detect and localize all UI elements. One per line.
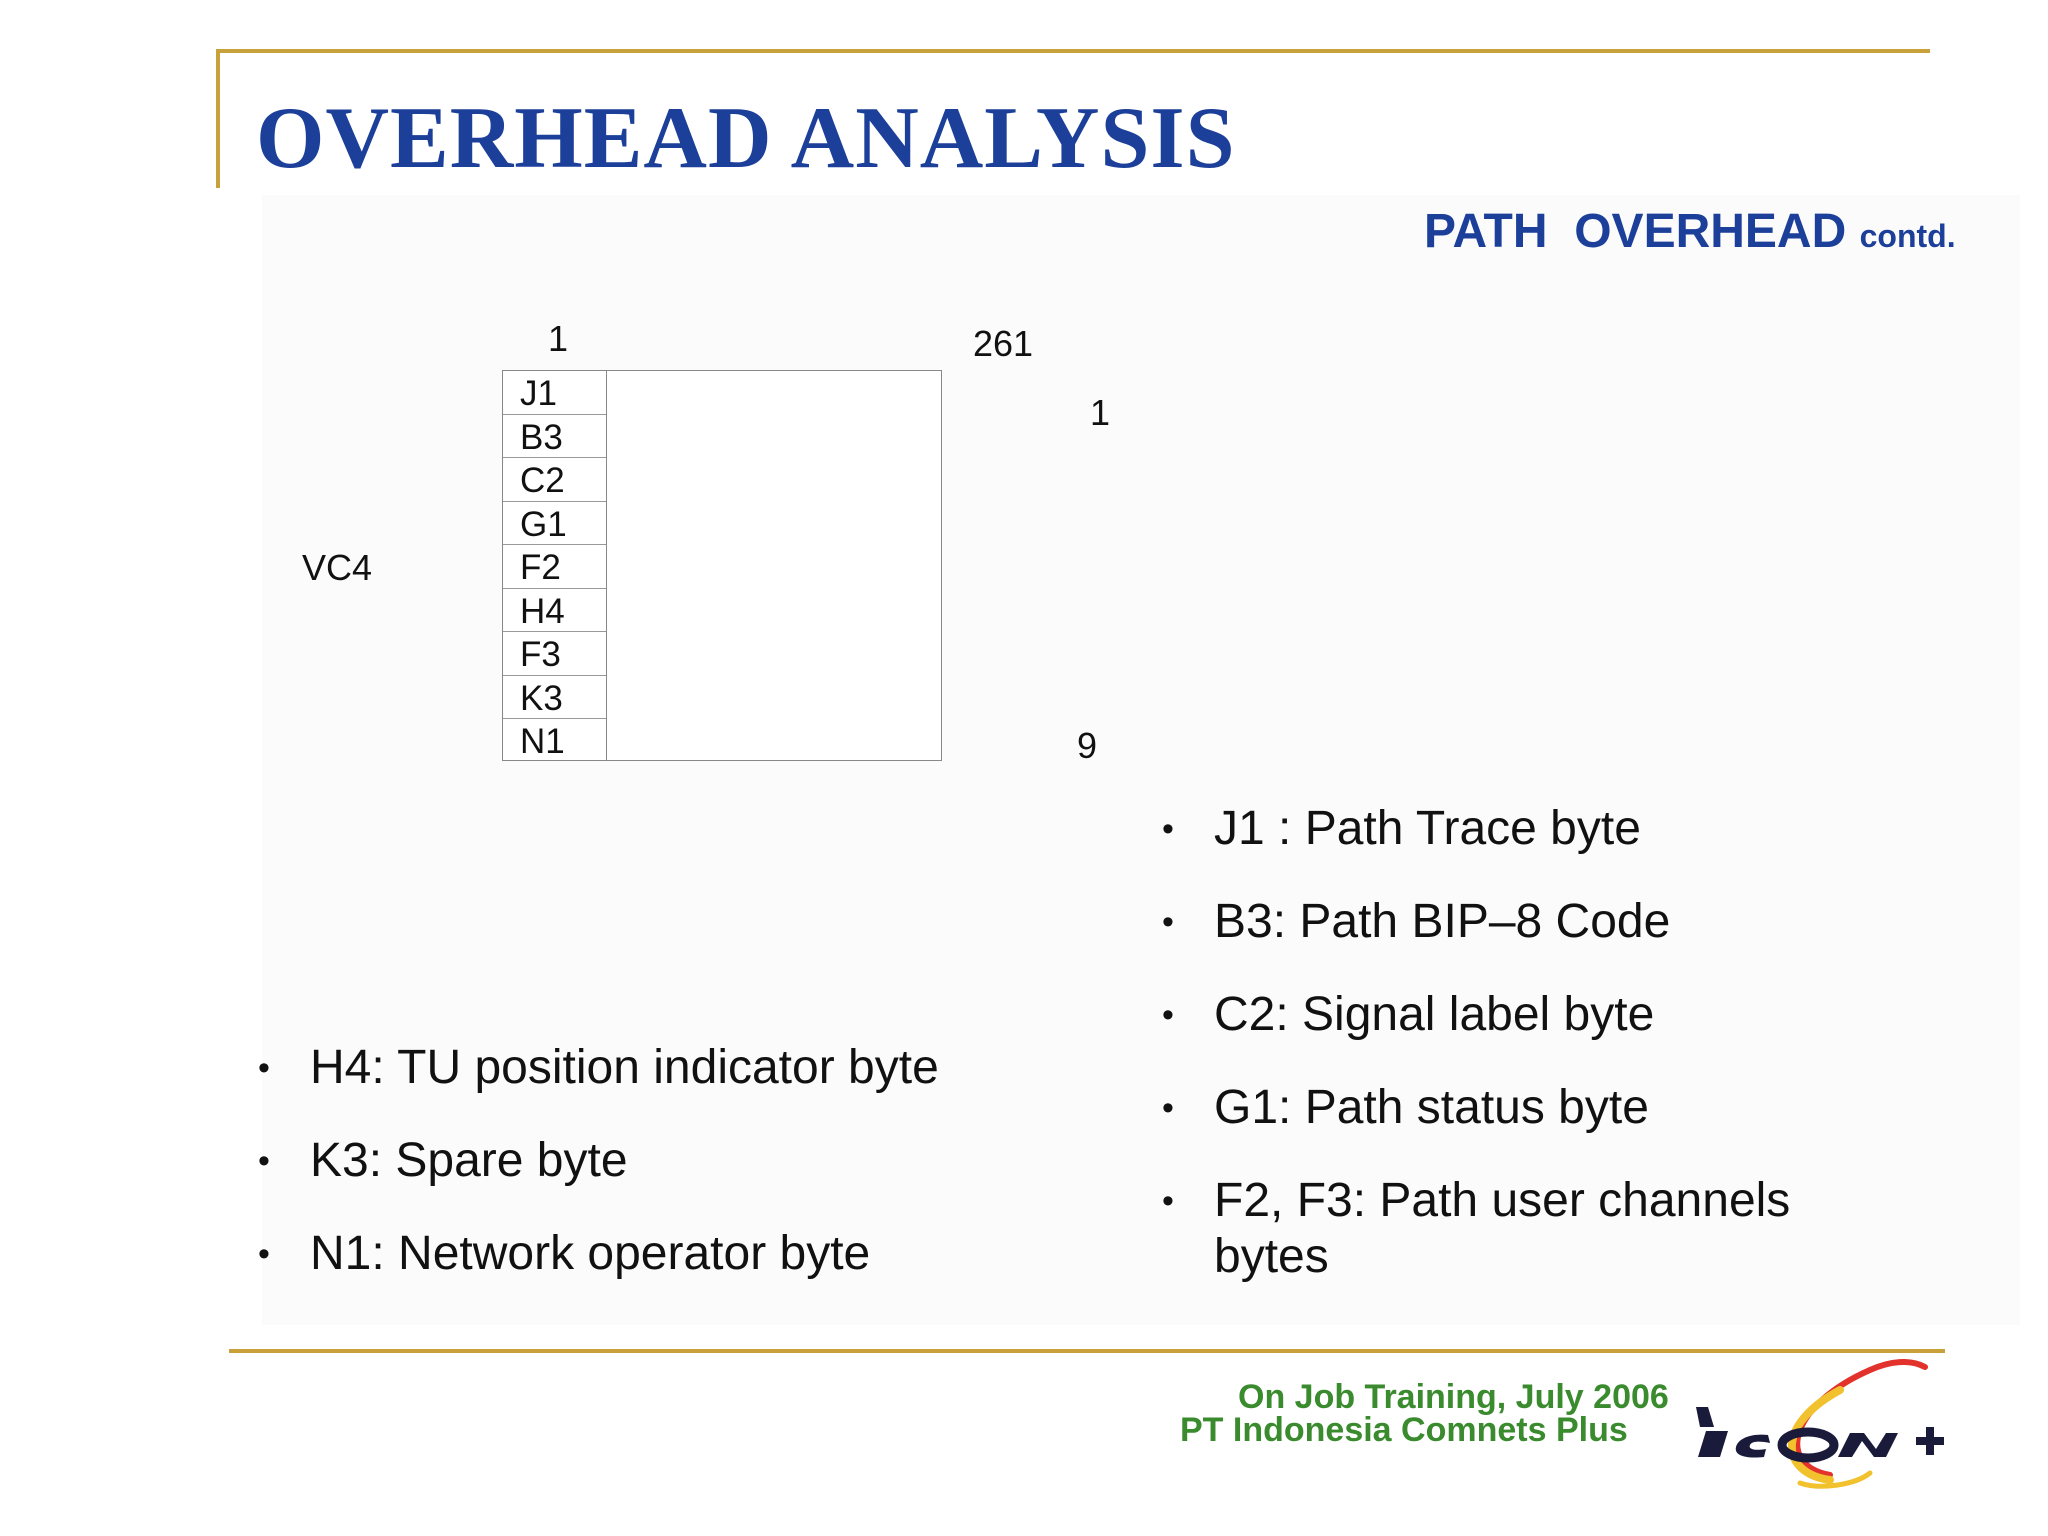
left-bullet-list bbox=[258, 1040, 1078, 1319]
overhead-byte-cell: F3 bbox=[503, 632, 606, 676]
list-item bbox=[258, 1226, 1078, 1282]
slide-subtitle bbox=[1424, 204, 1956, 259]
overhead-byte-cell: J1 bbox=[503, 371, 606, 415]
overhead-byte-cell: C2 bbox=[503, 458, 606, 502]
column-end-label: 261 bbox=[973, 323, 1034, 364]
list-item-text: B3: Path BIP–8 Code bbox=[1214, 895, 1671, 948]
header-left-rule bbox=[216, 49, 220, 188]
list-item bbox=[1162, 894, 1922, 950]
list-item-text: H4: TU position indicator byte bbox=[310, 1041, 939, 1094]
list-item bbox=[1162, 987, 1922, 1043]
icon-plus-logo-graphic bbox=[1680, 1345, 1970, 1495]
list-item-text: N1: Network operator byte bbox=[310, 1227, 871, 1280]
bullet-icon: • bbox=[1162, 1182, 1174, 1220]
right-bullet-list bbox=[1162, 801, 1922, 1322]
overhead-byte-cell: B3 bbox=[503, 415, 606, 459]
bullet-icon: • bbox=[1162, 903, 1174, 941]
list-item-text: K3: Spare byte bbox=[310, 1134, 628, 1187]
list-item-text: C2: Signal label byte bbox=[1214, 988, 1655, 1041]
bullet-icon: • bbox=[1162, 810, 1174, 848]
bullet-icon: • bbox=[258, 1142, 270, 1180]
list-item bbox=[1162, 1173, 1834, 1285]
bullet-icon: • bbox=[1162, 1089, 1174, 1127]
list-item-text: G1: Path status byte bbox=[1214, 1081, 1649, 1134]
vc4-label: VC4 bbox=[302, 547, 373, 588]
slide-title: OVERHEAD ANALYSIS bbox=[256, 90, 1236, 187]
list-item bbox=[1162, 1080, 1922, 1136]
bullet-icon: • bbox=[258, 1235, 270, 1273]
header-top-rule bbox=[216, 49, 1930, 53]
list-item-text: F2, F3: Path user channels bytes bbox=[1214, 1174, 1791, 1283]
row-end-label: 9 bbox=[1077, 725, 1098, 766]
overhead-byte-cell: H4 bbox=[503, 589, 606, 633]
overhead-byte-cell: G1 bbox=[503, 502, 606, 546]
row-start-label: 1 bbox=[1090, 392, 1111, 433]
icon-plus-logo bbox=[1680, 1345, 1970, 1495]
bullet-icon: • bbox=[1162, 996, 1174, 1034]
list-item bbox=[258, 1133, 1078, 1189]
subtitle-text: PATH OVERHEAD bbox=[1424, 205, 1847, 258]
bullet-icon: • bbox=[258, 1049, 270, 1087]
overhead-byte-cell: F2 bbox=[503, 545, 606, 589]
list-item bbox=[1162, 801, 1922, 857]
overhead-byte-cell: N1 bbox=[520, 722, 565, 761]
footer-company-text: PT Indonesia Comnets Plus bbox=[1180, 1411, 1628, 1449]
list-item bbox=[258, 1040, 1078, 1096]
column-start-label: 1 bbox=[548, 318, 569, 359]
subtitle-suffix: contd. bbox=[1859, 218, 1956, 254]
overhead-byte-cell: K3 bbox=[503, 676, 606, 720]
path-overhead-column bbox=[503, 371, 607, 760]
list-item-text: J1 : Path Trace byte bbox=[1214, 802, 1641, 855]
footer-training-text: On Job Training, July 2006 bbox=[1238, 1378, 1669, 1416]
vc4-frame-diagram bbox=[502, 370, 942, 761]
